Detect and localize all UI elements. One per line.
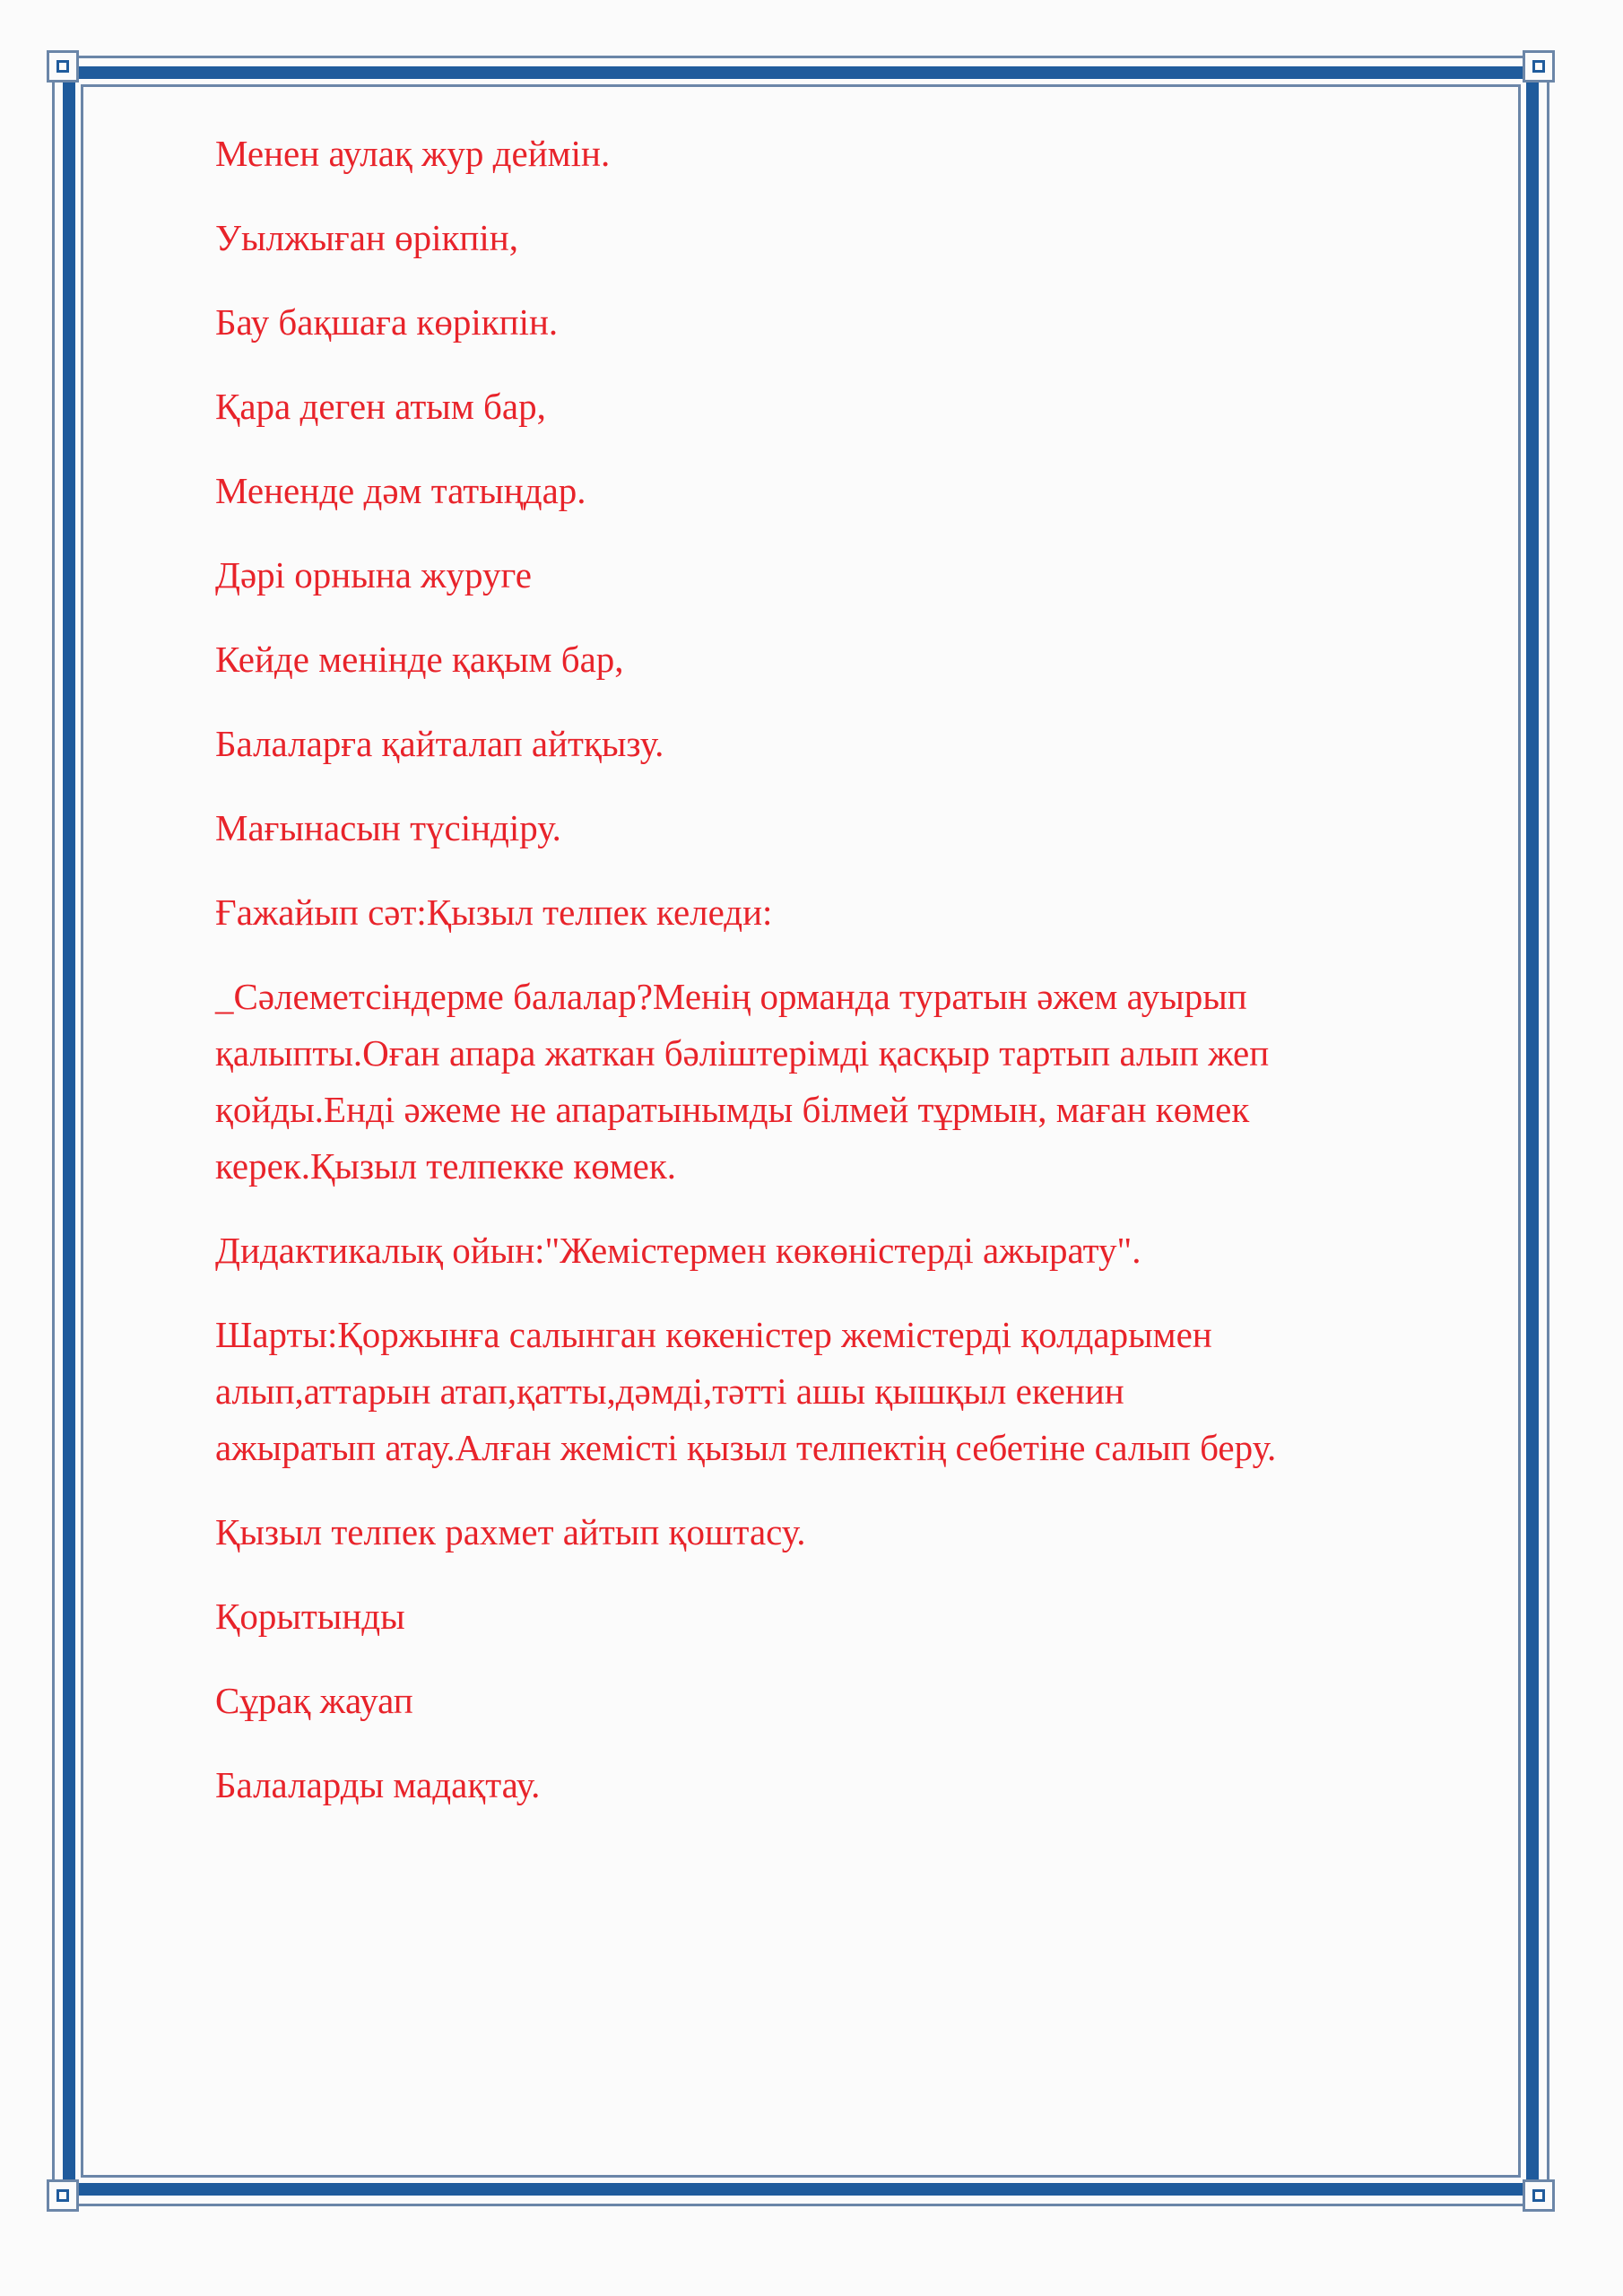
rules-line: ажыратып атау.Алған жемісті қызыл телпектің себетіне салып беру. (215, 1427, 1277, 1468)
border-corner-ornament (1523, 2179, 1555, 2212)
greeting-line: қалыпты.Оған апара жаткан бәліштерімді қасқыр тартып алып жеп (215, 1032, 1270, 1074)
conclusion-heading: Қорытынды (215, 1596, 405, 1637)
rules-paragraph (215, 1307, 1506, 1476)
instruction-line: Балаларға қайталап айтқызу. (215, 723, 664, 764)
rules-line: алып,аттарын атап,қатты,дәмді,тәтті ашы қышқыл екенин (215, 1370, 1124, 1412)
poem-line: Кейде менінде қақым бар, (215, 639, 624, 680)
poem-line: Бау бақшаға көрікпін. (215, 301, 559, 343)
closing-line: Балаларды мадақтау. (215, 1764, 541, 1805)
instruction-line: Мағынасын түсіндіру. (215, 807, 561, 848)
border-corner-ornament (47, 50, 79, 83)
poem-line: Қара деген атым бар, (215, 386, 546, 427)
closing-line: Қызыл телпек рахмет айтып қоштасу. (215, 1511, 806, 1552)
surprise-moment-line: Ғажайып сәт:Қызыл телпек келеди: (215, 891, 773, 933)
poem-line: Уылжыған өрікпін, (215, 217, 518, 258)
greeting-paragraph (215, 969, 1506, 1195)
border-corner-ornament (47, 2179, 79, 2212)
closing-line: Сұрақ жауап (215, 1680, 413, 1721)
document-body (215, 126, 1506, 1841)
game-title: Дидактикалық ойын:"Жемістермен көкөністерді ажырату". (215, 1230, 1141, 1271)
poem-line: Мененде дәм татыңдар. (215, 470, 586, 511)
poem-line: Менен аулақ жур деймін. (215, 133, 611, 174)
greeting-line: қойды.Енді әжеме не апаратынымды білмей тұрмын, маған көмек (215, 1089, 1250, 1130)
greeting-line: _Сәлеметсіндерме балалар?Менің орманда туратын әжем ауырып (215, 976, 1247, 1017)
poem-line: Дәрі орнына журуге (215, 554, 532, 596)
greeting-line: керек.Қызыл телпекке көмек. (215, 1145, 677, 1187)
border-corner-ornament (1523, 50, 1555, 83)
rules-line: Шарты:Қоржынға салынган көкеністер жемістерді қолдарымен (215, 1314, 1212, 1355)
